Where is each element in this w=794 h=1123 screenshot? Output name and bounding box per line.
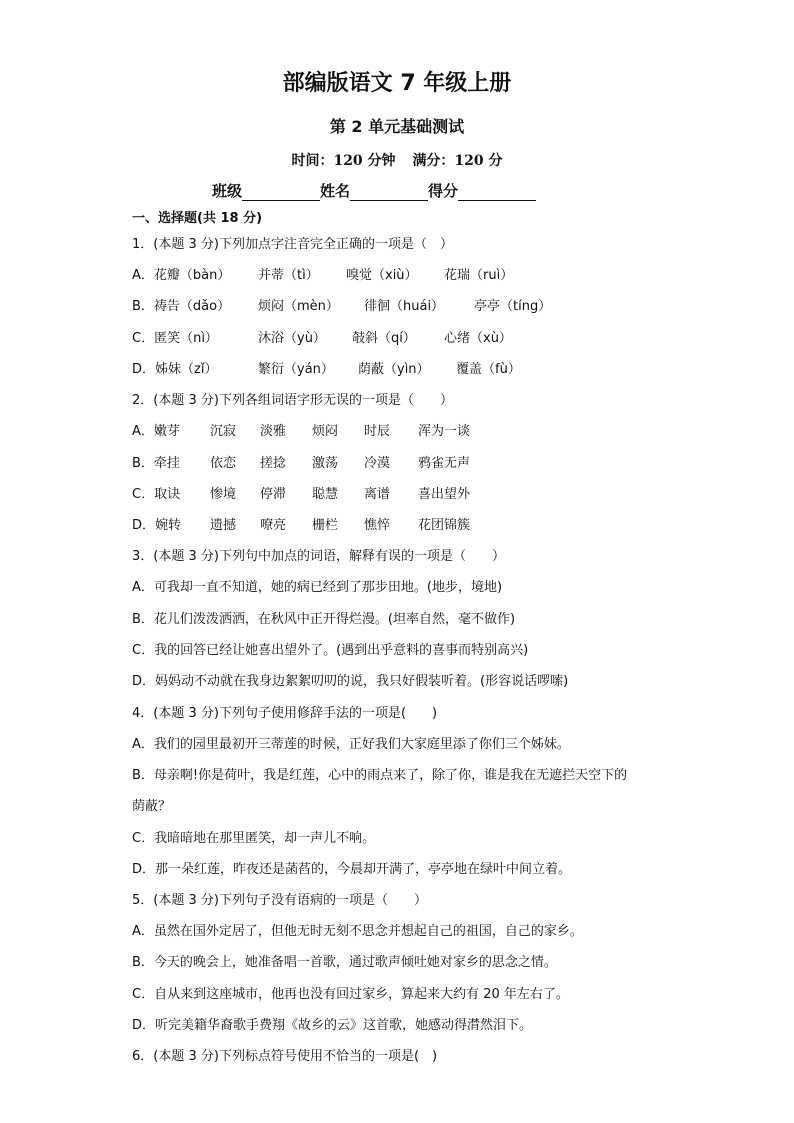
name-label: 姓名 bbox=[320, 182, 351, 200]
student-info-line bbox=[212, 180, 536, 201]
question-4-option-c[interactable]: C．我暗暗地在那里匿笑，却一声儿不响。 bbox=[132, 831, 376, 846]
grade-blank[interactable] bbox=[458, 182, 536, 201]
option-item: 栅栏 bbox=[312, 518, 339, 533]
question-4-stem: 4．(本题 3 分)下列句子使用修辞手法的一项是( ) bbox=[132, 706, 438, 721]
option-item: 攲斜（qí） bbox=[352, 331, 416, 346]
question-1-option-b[interactable] bbox=[132, 295, 551, 314]
question-1-option-a[interactable] bbox=[132, 264, 513, 283]
option-item: A．花瓣（bàn） bbox=[132, 268, 231, 283]
option-item: 遗撼 bbox=[210, 518, 237, 533]
question-1-option-d[interactable] bbox=[132, 358, 521, 377]
option-item: 停滞 bbox=[260, 487, 287, 502]
option-item: 淡雅 bbox=[260, 424, 287, 439]
question-3-option-c[interactable]: C．我的回答已经让她喜出望外了。(遇到出乎意料的喜事而特别高兴) bbox=[132, 643, 529, 658]
question-2-option-c[interactable] bbox=[132, 483, 470, 502]
option-item: D．婉转 bbox=[132, 518, 182, 533]
option-item: 鸦雀无声 bbox=[418, 456, 471, 471]
question-5-option-c[interactable]: C．自从来到这座城市，他再也没有回过家乡，算起来大约有 20 年左右了。 bbox=[132, 987, 569, 1002]
option-item: 喜出望外 bbox=[418, 487, 471, 502]
option-item: 并蒂（tì） bbox=[258, 268, 319, 283]
option-item: 嘹亮 bbox=[260, 518, 287, 533]
score-label: 满分：120 分 bbox=[412, 153, 503, 169]
class-blank[interactable] bbox=[242, 182, 320, 201]
option-item: 烦闷（mèn） bbox=[258, 299, 339, 314]
option-item: 沐浴（yù） bbox=[258, 331, 326, 346]
option-item: B．祷告（dǎo） bbox=[132, 299, 231, 314]
question-1-option-c[interactable] bbox=[132, 327, 512, 346]
option-item: 憔悴 bbox=[364, 518, 391, 533]
question-4-option-d[interactable]: D．那一朵红莲，昨夜还是菡萏的，今晨却开满了，亭亭地在绿叶中间立着。 bbox=[132, 862, 572, 877]
option-item: 花团锦簇 bbox=[418, 518, 471, 533]
time-score-line bbox=[0, 150, 794, 170]
option-item: C．匿笑（nì） bbox=[132, 331, 218, 346]
question-2-option-d[interactable] bbox=[132, 514, 470, 533]
option-item: 荫蔽（yìn） bbox=[358, 362, 430, 377]
option-item: D．姊妹（zǐ） bbox=[132, 362, 218, 377]
option-item: 沉寂 bbox=[210, 424, 237, 439]
question-5-stem: 5．(本题 3 分)下列句子没有语病的一项是（ ） bbox=[132, 893, 427, 908]
option-item: B．牵挂 bbox=[132, 456, 180, 471]
question-4-option-b[interactable]: B．母亲啊!你是荷叶，我是红莲，心中的雨点来了，除了你，谁是我在无遮拦天空下的 bbox=[132, 768, 628, 783]
question-3-stem: 3．(本题 3 分)下列句中加点的词语，解释有误的一项是（ ） bbox=[132, 549, 505, 564]
class-label: 班级 bbox=[212, 182, 243, 200]
question-5-option-d[interactable]: D．听完美籍华裔歌手费翔《故乡的云》这首歌，她感动得潸然泪下。 bbox=[132, 1018, 533, 1033]
option-item: 依恋 bbox=[210, 456, 237, 471]
option-item: 徘徊（huái） bbox=[364, 299, 445, 314]
option-item: 嗅觉（xiù） bbox=[346, 268, 418, 283]
question-1-stem: 1．(本题 3 分)下列加点字注音完全正确的一项是（ ） bbox=[132, 237, 453, 252]
name-blank[interactable] bbox=[350, 182, 428, 201]
option-item: 聪慧 bbox=[312, 487, 339, 502]
option-item: 花瑞（ruì） bbox=[444, 268, 514, 283]
page-title: 部编版语文 7 年级上册 bbox=[282, 71, 512, 96]
option-item: 冷漠 bbox=[364, 456, 391, 471]
option-item: 浑为一谈 bbox=[418, 424, 471, 439]
option-item: 离谱 bbox=[364, 487, 391, 502]
section-heading: 一、选择题(共 18 分) bbox=[132, 211, 263, 226]
option-item: 繁衍（yán） bbox=[258, 362, 334, 377]
page-subtitle: 第 2 单元基础测试 bbox=[329, 117, 465, 136]
question-3-option-a[interactable]: A．可我却一直不知道，她的病已经到了那步田地。(地步，境地) bbox=[132, 580, 503, 595]
question-2-option-a[interactable] bbox=[132, 420, 470, 439]
option-item: 时辰 bbox=[364, 424, 391, 439]
option-item: A．嫩芽 bbox=[132, 424, 180, 439]
option-item: C．取诀 bbox=[132, 487, 181, 502]
option-item: 惨境 bbox=[210, 487, 237, 502]
question-4-option-b-continued[interactable]: 荫蔽？ bbox=[132, 799, 172, 814]
option-item: 搓捻 bbox=[260, 456, 287, 471]
option-item: 覆盖（fù） bbox=[456, 362, 521, 377]
question-3-option-d[interactable]: D．妈妈动不动就在我身边絮絮叨叨的说，我只好假装听着。(形容说话啰嗦) bbox=[132, 674, 569, 689]
time-label: 时间：120 分钟 bbox=[291, 153, 396, 169]
grade-label: 得分 bbox=[428, 182, 459, 200]
option-item: 心绪（xù） bbox=[444, 331, 512, 346]
option-item: 激荡 bbox=[312, 456, 339, 471]
question-2-option-b[interactable] bbox=[132, 452, 470, 471]
question-4-option-a[interactable]: A．我们的园里最初开三蒂莲的时候，正好我们大家庭里添了你们三个姊妹。 bbox=[132, 737, 570, 752]
question-5-option-a[interactable]: A．虽然在国外定居了，但他无时无刻不思念并想起自己的祖国，自己的家乡。 bbox=[132, 924, 583, 939]
option-item: 烦闷 bbox=[312, 424, 339, 439]
question-5-option-b[interactable]: B．今天的晚会上，她准备唱一首歌，通过歌声倾吐她对家乡的思念之情。 bbox=[132, 955, 557, 970]
question-2-stem: 2．(本题 3 分)下列各组词语字形无误的一项是（ ） bbox=[132, 393, 453, 408]
option-item: 亭亭（tíng） bbox=[474, 299, 552, 314]
question-6-stem: 6．(本题 3 分)下列标点符号使用不恰当的一项是( ) bbox=[132, 1049, 438, 1064]
question-3-option-b[interactable]: B．花儿们泼泼洒洒，在秋风中正开得烂漫。(坦率自然，毫不做作) bbox=[132, 612, 516, 627]
